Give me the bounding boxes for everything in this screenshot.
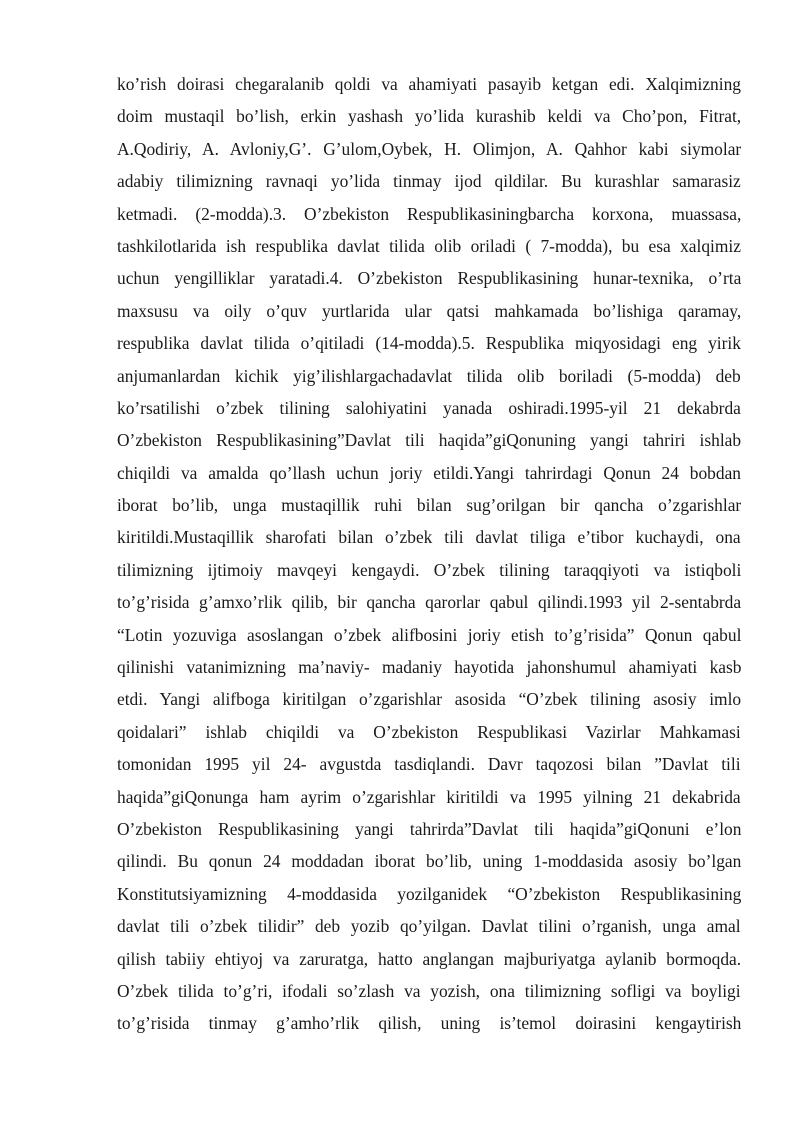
text-line: anjumanlardan kichik yig’ilishlargachadavlat tilida olib boriladi (5-modda) deb	[117, 365, 741, 386]
text-line: kiritildi.Mustaqillik sharofati bilan o’zbek tili davlat tiliga e’tibor kuchaydi, ona	[117, 527, 741, 548]
text-line: etdi. Yangi alifboga kiritilgan o’zgarishlar asosida “O’zbek tilining asosiy imlo	[117, 689, 742, 710]
text-line: A.Qodiriy, A. Avloniy,G’. G’ulom,Oybek, H. Olimjon, A. Qahhor kabi siymolar	[117, 138, 742, 159]
text-line: qilinishi vatanimizning ma’naviy- madaniy hayotida jahonshumul ahamiyati kasb	[117, 657, 742, 678]
text-line: davlat tili o’zbek tilidir” deb yozib qo’yilgan. Davlat tilini o’rganish, unga amal	[117, 916, 741, 937]
text-line: adabiy tilimizning ravnaqi yo’lida tinmay ijod qildilar. Bu kurashlar samarasiz	[117, 171, 741, 192]
text-line: to’g’risida g’amxo’rlik qilib, bir qancha qarorlar qabul qilindi.1993 yil 2-sentabrda	[117, 592, 742, 613]
text-line: O’zbekiston Respublikasining”Davlat tili haqida”giQonuning yangi tahriri ishlab	[117, 430, 742, 451]
text-line: to’g’risida tinmay g’amho’rlik qilish, uning is’temol doirasini kengaytirish	[117, 1013, 742, 1034]
text-line: doim mustaqil bo’lish, erkin yashash yo’lida kurashib keldi va Cho’pon, Fitrat,	[117, 106, 742, 127]
text-line: haqida”giQonunga ham ayrim o’zgarishlar kiritildi va 1995 yilning 21 dekabrida	[117, 786, 741, 807]
text-line: O’zbek tilida to’g’ri, ifodali so’zlash va yozish, ona tilimizning sofligi va boyligi	[117, 980, 741, 1001]
text-line: uchun yengilliklar yaratadi.4. O’zbekiston Respublikasining hunar-texnika, o’rta	[117, 268, 742, 289]
text-line: qilindi. Bu qonun 24 moddadan iborat bo’lib, uning 1-moddasida asosiy bo’lgan	[117, 851, 742, 872]
text-line: qilish tabiiy ehtiyoj va zaruratga, hatto anglangan majburiyatga aylanib bormoqda.	[117, 948, 742, 969]
text-line: ketmadi. (2-modda).3. O’zbekiston Respublikasiningbarcha korxona, muassasa,	[117, 203, 742, 224]
text-line: chiqildi va amalda qo’llash uchun joriy etildi.Yangi tahrirdagi Qonun 24 bobdan	[117, 462, 741, 483]
text-line: iborat bo’lib, unga mustaqillik ruhi bilan sug’orilgan bir qancha o’zgarishlar	[117, 495, 742, 516]
text-line: ko’rsatilishi o’zbek tilining salohiyatini yanada oshiradi.1995-yil 21 dekabrda	[117, 397, 741, 418]
text-line: tashkilotlarida ish respublika davlat tilida olib oriladi ( 7-modda), bu esa xalqimiz	[117, 235, 741, 256]
text-line: O’zbekiston Respublikasining yangi tahrirda”Davlat tili haqida”giQonuni e’lon	[117, 818, 742, 839]
body-text	[117, 68, 741, 1040]
text-line: “Lotin yozuviga asoslangan o’zbek alifbosini joriy etish to’g’risida” Qonun qabul	[117, 624, 742, 645]
text-line: qoidalari” ishlab chiqildi va O’zbekiston Respublikasi Vazirlar Mahkamasi	[117, 721, 741, 742]
text-line: respublika davlat tilida o’qitiladi (14-modda).5. Respublika miqyosidagi eng yirik	[117, 333, 741, 354]
text-line: ko’rish doirasi chegaralanib qoldi va ahamiyati pasayib ketgan edi. Xalqimizning	[117, 74, 741, 94]
text-line: tilimizning ijtimoiy mavqeyi kengaydi. O’zbek tilining taraqqiyoti va istiqboli	[117, 559, 742, 580]
text-line: maxsusu va oily o’quv yurtlarida ular qatsi mahkamada bo’lishiga qaramay,	[117, 300, 742, 321]
text-line: Konstitutsiyamizning 4-moddasida yozilganidek “O’zbekiston Respublikasining	[117, 883, 742, 904]
text-line: tomonidan 1995 yil 24- avgustda tasdiqlandi. Davr taqozosi bilan ”Davlat tili	[117, 754, 741, 775]
